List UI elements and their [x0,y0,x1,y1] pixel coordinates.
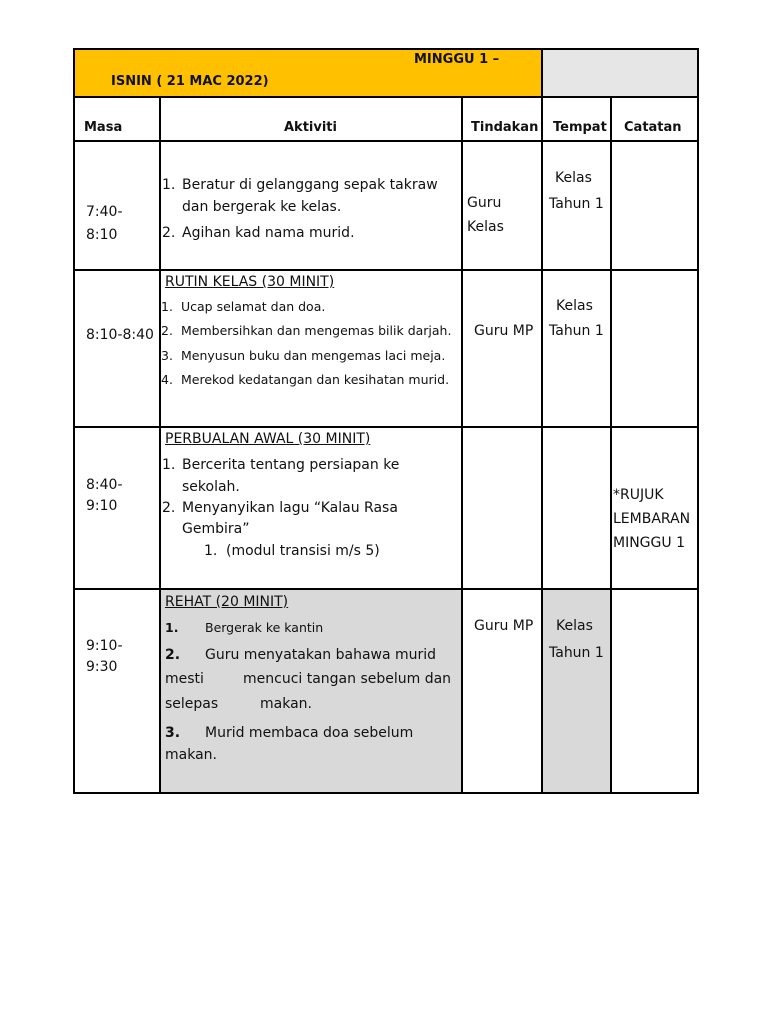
row3-sub-text: (modul transisi m/s 5) [226,543,380,559]
row4-masa-line2: 9:30 [86,659,118,675]
col-header-catatan: Catatan [624,120,682,135]
row1-masa-line2: 8:10 [86,227,118,243]
col-header-tempat: Tempat [553,120,607,135]
row2-tindakan: Guru MP [474,323,534,339]
row4-heading: REHAT (20 MINIT) [165,594,289,610]
row4-item2-line3a: selepas [165,696,219,712]
row1-item2-line1: Agihan kad nama murid. [182,225,355,241]
row3-heading: PERBUALAN AWAL (30 MINIT) [165,431,371,447]
row1-item1-line1: Beratur di gelanggang sepak takraw [182,177,438,193]
row4-tindakan: Guru MP [474,618,534,634]
row1-item2-num: 2. [162,225,176,241]
row2-item2-text: Membersihkan dan mengemas bilik darjah. [181,323,452,338]
row4-item2-line2a: mesti [165,671,204,687]
row2-item4-text: Merekod kedatangan dan kesihatan murid. [181,372,450,387]
row1-tindakan-line2: Kelas [467,219,504,235]
row2-masa: 8:10-8:40 [86,327,154,343]
row4-item1-text: Bergerak ke kantin [205,620,324,635]
row3-masa-line1: 8:40- [86,477,123,493]
row3-item2-line2: Gembira” [182,521,250,537]
row3-catatan-line2: LEMBARAN [613,511,691,527]
col-header-masa: Masa [84,120,123,135]
row2-item2-num: 2. [161,323,173,338]
row4-item3-text: Murid membaca doa sebelum [205,725,414,741]
row2-heading: RUTIN KELAS (30 MINIT) [165,274,335,290]
row2-item1-num: 1. [161,299,173,314]
row3-item2-line1: Menyanyikan lagu “Kalau Rasa [182,500,398,516]
row4-item2-line3b: makan. [260,696,312,712]
row3-masa-line2: 9:10 [86,498,118,514]
row1-masa-line1: 7:40- [86,204,123,220]
row4-tempat-line2: Tahun 1 [549,645,604,661]
row1-tempat-line1: Kelas [555,170,592,186]
row4-item3-num: 3. [165,725,181,741]
row1-tempat-line2: Tahun 1 [549,196,604,212]
row3-item2-num: 2. [162,500,176,516]
row4-item2-text: Guru menyatakan bahawa murid [205,647,437,663]
col-header-aktiviti: Aktiviti [284,120,337,135]
row3-sub-num: 1. [204,543,218,559]
row1-tindakan-line1: Guru [467,195,502,211]
row4-item2-num: 2. [165,647,181,663]
row4-item3-line2: makan. [165,747,217,763]
row2-item3-num: 3. [161,348,173,363]
row2-item3-text: Menyusun buku dan mengemas laci meja. [181,348,446,363]
row2-item1-text: Ucap selamat dan doa. [181,299,326,314]
col-header-tindakan: Tindakan [471,120,539,135]
header-right-cell [542,49,698,96]
row4-tempat-line1: Kelas [556,618,593,634]
row2-tempat-line1: Kelas [556,298,593,314]
row4-item2-line2b: mencuci tangan sebelum dan [243,671,452,687]
row4-item1-num: 1. [165,620,179,635]
row1-item1-line2: dan bergerak ke kelas. [182,199,342,215]
row3-item1-line1: Bercerita tentang persiapan ke [182,457,400,473]
row3-item1-num: 1. [162,457,176,473]
row3-catatan-line3: MINGGU 1 [613,535,685,551]
week-title: MINGGU 1 – [414,52,500,67]
row3-catatan-line1: *RUJUK [613,487,664,503]
row2-tempat-line2: Tahun 1 [549,323,604,339]
row3-item1-line2: sekolah. [182,479,240,495]
row2-item4-num: 4. [161,372,173,387]
row4-masa-line1: 9:10- [86,638,123,654]
day-title: ISNIN ( 21 MAC 2022) [111,74,269,89]
row1-item1-num: 1. [162,177,176,193]
